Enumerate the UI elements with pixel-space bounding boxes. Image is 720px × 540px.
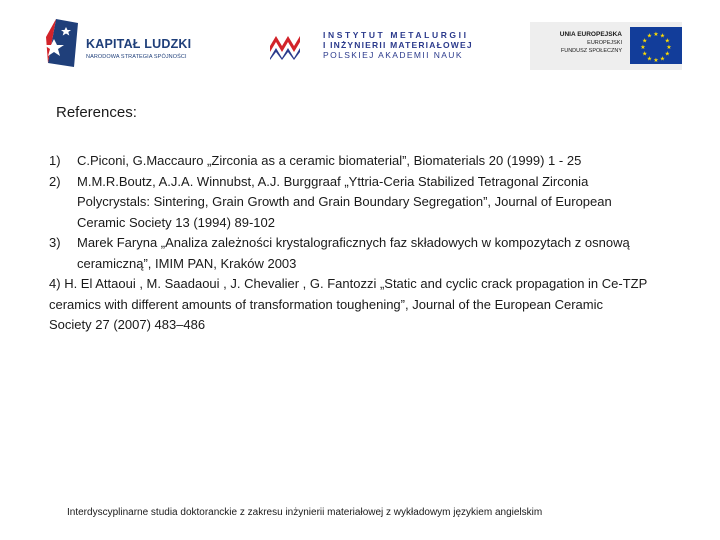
header	[0, 0, 720, 80]
institute-name-line3: POLSKIEJ AKADEMII NAUK	[323, 50, 463, 60]
svg-text:★: ★	[666, 44, 672, 51]
kapital-ludzki-title: KAPITAŁ LUDZKI	[86, 37, 192, 51]
eu-logo	[530, 22, 682, 70]
reference-text: Marek Faryna „Analiza zależności krystalograficznych faz składowych w kompozytach z osnową ceramiczną”, IMIM PAN, Kraków 2003	[77, 235, 630, 271]
kapital-ludzki-emblem-icon	[42, 17, 84, 69]
reference-text: C.Piconi, G.Maccauro „Zirconia as a ceramic biomaterial”, Biomaterials 20 (1999) 1 - 25	[77, 153, 582, 168]
references-list	[49, 151, 649, 336]
reference-item	[49, 172, 649, 234]
svg-text:★: ★	[653, 57, 659, 64]
institute-logo	[268, 28, 473, 64]
institute-name-line2: I INŻYNIERII MATERIAŁOWEJ	[323, 40, 473, 50]
eu-line3: FUNDUSZ SPOŁECZNY	[560, 48, 622, 54]
kapital-ludzki-subtitle: NARODOWA STRATEGIA SPÓJNOŚCI	[86, 54, 187, 60]
reference-item	[49, 233, 649, 274]
reference-text: M.M.R.Boutz, A.J.A. Winnubst, A.J. Burggraaf „Yttria-Ceria Stabilized Tetragonal Zirconia Polycrystals: Sintering, Grain Growth and Grain Boundary Segregation”, Journal of European Ceramic Society 13 (1994) 89-102	[77, 173, 612, 230]
reference-item	[49, 151, 649, 172]
reference-item	[49, 274, 649, 336]
reference-number: 1)	[49, 153, 61, 168]
footer-text: Interdyscyplinarne studia doktoranckie z zakresu inżynierii materiałowej z wykładowym językiem angielskim	[67, 507, 543, 518]
svg-text:★: ★	[646, 55, 653, 63]
reference-text: H. El Attaoui , M. Saadaoui , J. Chevalier , G. Fantozzi „Static and cyclic crack propagation in Ce-TZP ceramics with different amounts of transformation toughening”, Journal of the European Ceramic Society 27 (2007) 483–486	[49, 276, 648, 332]
page-title: References:	[56, 104, 137, 121]
reference-number: 3)	[49, 235, 61, 250]
svg-text:★: ★	[642, 50, 648, 58]
eu-flag-icon	[630, 27, 682, 64]
reference-number: 4)	[49, 276, 61, 291]
svg-text:★: ★	[664, 37, 670, 45]
svg-text:★: ★	[659, 32, 666, 40]
reference-number: 2)	[49, 173, 61, 189]
svg-text:★: ★	[646, 32, 653, 40]
svg-text:★: ★	[664, 50, 670, 58]
institute-emblem-icon	[268, 34, 302, 60]
svg-text:★: ★	[653, 31, 659, 38]
eu-line2: EUROPEJSKI	[587, 40, 622, 46]
svg-text:★: ★	[642, 37, 648, 45]
eu-line1: UNIA EUROPEJSKA	[559, 31, 622, 38]
institute-name-line1: INSTYTUT METALURGII	[323, 30, 469, 40]
svg-text:★: ★	[659, 55, 666, 63]
svg-text:★: ★	[640, 44, 646, 51]
kapital-ludzki-logo	[42, 17, 202, 69]
